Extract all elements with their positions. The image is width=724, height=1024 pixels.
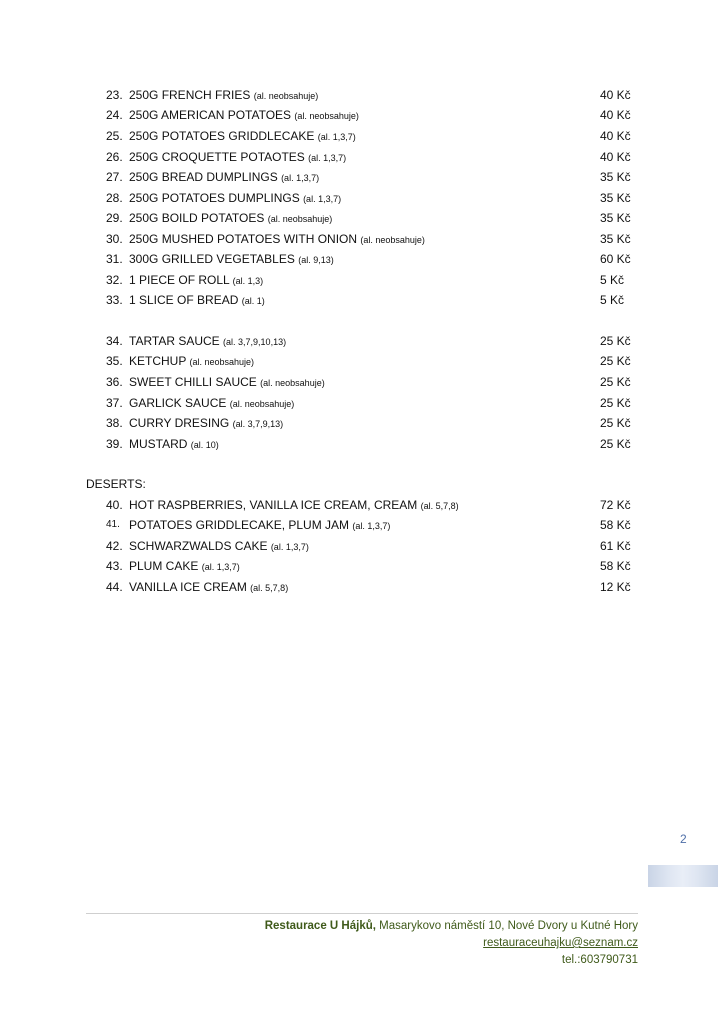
item-allergen: (al. 5,7,8) — [250, 583, 289, 593]
item-price: 25 Kč — [600, 396, 631, 410]
item-price: 40 Kč — [600, 108, 631, 122]
item-price: 61 Kč — [600, 539, 631, 553]
desert-item-41 — [0, 515, 724, 535]
side-item-33 — [0, 290, 724, 310]
item-number: 30. — [106, 232, 123, 246]
item-price: 72 Kč — [600, 498, 631, 512]
item-allergen: (al. 10) — [190, 440, 219, 450]
item-name: POTATOES GRIDDLECAKE, PLUM JAM — [129, 518, 350, 532]
sauce-item-38 — [0, 413, 724, 433]
sauce-item-35 — [0, 351, 724, 371]
item-number: 25. — [106, 129, 123, 143]
item-allergen: (al. 1,3,7) — [352, 521, 391, 531]
item-price: 25 Kč — [600, 354, 631, 368]
side-item-28 — [0, 188, 724, 208]
item-allergen: (al. neobsahuje) — [294, 111, 359, 121]
item-price: 5 Kč — [600, 293, 625, 307]
item-number: 33. — [106, 293, 123, 307]
phone-number: tel.:603790731 — [561, 954, 638, 966]
footer-address-line — [265, 918, 638, 935]
item-allergen: (al. neobsahuje) — [253, 91, 319, 101]
item-number: 31. — [106, 252, 123, 266]
item-price: 35 Kč — [600, 211, 631, 225]
item-price: 25 Kč — [600, 437, 631, 451]
item-name: SWEET CHILLI SAUCE — [129, 375, 257, 389]
item-price: 58 Kč — [600, 559, 631, 573]
item-number: 42. — [106, 539, 123, 553]
item-price: 25 Kč — [600, 416, 631, 430]
item-name: 250G CROQUETTE POTAOTES — [129, 150, 305, 164]
desert-item-43 — [0, 556, 724, 576]
item-name: TARTAR SAUCE — [129, 334, 220, 348]
item-allergen: (al. 1,3,7) — [308, 153, 347, 163]
item-price: 40 Kč — [600, 88, 631, 102]
side-item-32 — [0, 270, 724, 290]
item-price: 58 Kč — [600, 518, 631, 532]
item-allergen: (al. 9,13) — [298, 255, 334, 265]
item-number: 41. — [106, 519, 120, 530]
item-name: 1 PIECE OF ROLL — [129, 273, 230, 287]
item-number: 28. — [106, 191, 123, 205]
restaurant-name: Restaurace U Hájků, — [264, 920, 376, 932]
item-price: 35 Kč — [600, 191, 631, 205]
item-allergen: (al. 5,7,8) — [420, 501, 459, 511]
item-allergen: (al. 1,3,7) — [281, 173, 320, 183]
item-number: 26. — [106, 150, 123, 164]
item-number: 35. — [106, 354, 123, 368]
item-number: 34. — [106, 334, 123, 348]
item-allergen: (al. neobsahuje) — [267, 214, 333, 224]
item-price: 25 Kč — [600, 334, 631, 348]
side-item-26 — [0, 147, 724, 167]
item-price: 40 Kč — [600, 129, 631, 143]
desert-item-42 — [0, 536, 724, 556]
item-name: CURRY DRESING — [129, 416, 230, 430]
side-item-23 — [0, 85, 724, 105]
item-price: 5 Kč — [600, 273, 625, 287]
side-item-29 — [0, 208, 724, 228]
item-allergen: (al. 1,3) — [232, 276, 264, 286]
sauce-item-34 — [0, 331, 724, 351]
item-number: 44. — [106, 580, 123, 594]
item-name: 250G MUSHED POTATOES WITH ONION — [129, 232, 358, 246]
item-number: 32. — [106, 273, 123, 287]
item-name: GARLICK SAUCE — [129, 396, 227, 410]
side-item-31 — [0, 249, 724, 269]
deserts-heading: DESERTS: — [86, 477, 146, 491]
item-name: PLUM CAKE — [129, 559, 199, 573]
item-name: 250G POTATOES GRIDDLECAKE — [129, 129, 315, 143]
item-name: 250G BOILD POTATOES — [129, 211, 265, 225]
item-allergen: (al. 1) — [241, 296, 265, 306]
item-number: 24. — [106, 108, 123, 122]
sauce-item-36 — [0, 372, 724, 392]
item-price: 12 Kč — [600, 580, 631, 594]
item-price: 40 Kč — [600, 150, 631, 164]
item-allergen: (al. 1,3,7) — [317, 132, 356, 142]
item-name: HOT RASPBERRIES, VANILLA ICE CREAM, CREAM — [129, 498, 418, 512]
item-price: 35 Kč — [600, 170, 631, 184]
footer — [265, 918, 638, 969]
item-price: 35 Kč — [600, 232, 631, 246]
item-allergen: (al. 3,7,9,13) — [232, 419, 284, 429]
item-allergen: (al. 1,3,7) — [270, 542, 309, 552]
item-allergen: (al. 3,7,9,10,13) — [223, 337, 287, 347]
sauce-item-37 — [0, 393, 724, 413]
item-number: 27. — [106, 170, 123, 184]
item-name: 1 SLICE OF BREAD — [129, 293, 239, 307]
side-item-25 — [0, 126, 724, 146]
sauce-item-39 — [0, 434, 724, 454]
item-name: MUSTARD — [129, 437, 188, 451]
item-number: 29. — [106, 211, 123, 225]
desert-item-44 — [0, 577, 724, 597]
item-name: 250G AMERICAN POTATOES — [129, 108, 292, 122]
footer-divider — [86, 913, 638, 914]
item-price: 60 Kč — [600, 252, 631, 266]
item-name: 250G POTATOES DUMPLINGS — [129, 191, 300, 205]
item-allergen: (al. neobsahuje) — [229, 399, 295, 409]
item-number: 37. — [106, 396, 123, 410]
item-number: 39. — [106, 437, 123, 451]
item-allergen: (al. 1,3,7) — [303, 194, 342, 204]
item-name: 250G FRENCH FRIES — [129, 88, 251, 102]
item-number: 36. — [106, 375, 123, 389]
item-name: 300G GRILLED VEGETABLES — [129, 252, 295, 266]
page-number: 2 — [680, 832, 687, 846]
item-number: 40. — [106, 498, 123, 512]
item-name: KETCHUP — [129, 354, 187, 368]
item-number: 38. — [106, 416, 123, 430]
desert-item-40 — [0, 495, 724, 515]
item-allergen: (al. neobsahuje) — [189, 357, 255, 367]
item-price: 25 Kč — [600, 375, 631, 389]
item-number: 43. — [106, 559, 123, 573]
restaurant-address: Masarykovo náměstí 10, Nové Dvory u Kutné Hory — [375, 920, 638, 932]
item-allergen: (al. neobsahuje) — [260, 378, 325, 388]
side-item-30 — [0, 229, 724, 249]
side-item-27 — [0, 167, 724, 187]
side-item-24 — [0, 105, 724, 125]
item-name: 250G BREAD DUMPLINGS — [129, 170, 278, 184]
item-allergen: (al. 1,3,7) — [201, 562, 240, 572]
page-tab-decoration — [648, 865, 718, 887]
item-number: 23. — [106, 88, 123, 102]
item-name: VANILLA ICE CREAM — [129, 580, 247, 594]
item-name: SCHWARZWALDS CAKE — [129, 539, 268, 553]
email-link[interactable]: restauraceuhajku@seznam.cz — [483, 937, 638, 949]
item-allergen: (al. neobsahuje) — [360, 235, 425, 245]
